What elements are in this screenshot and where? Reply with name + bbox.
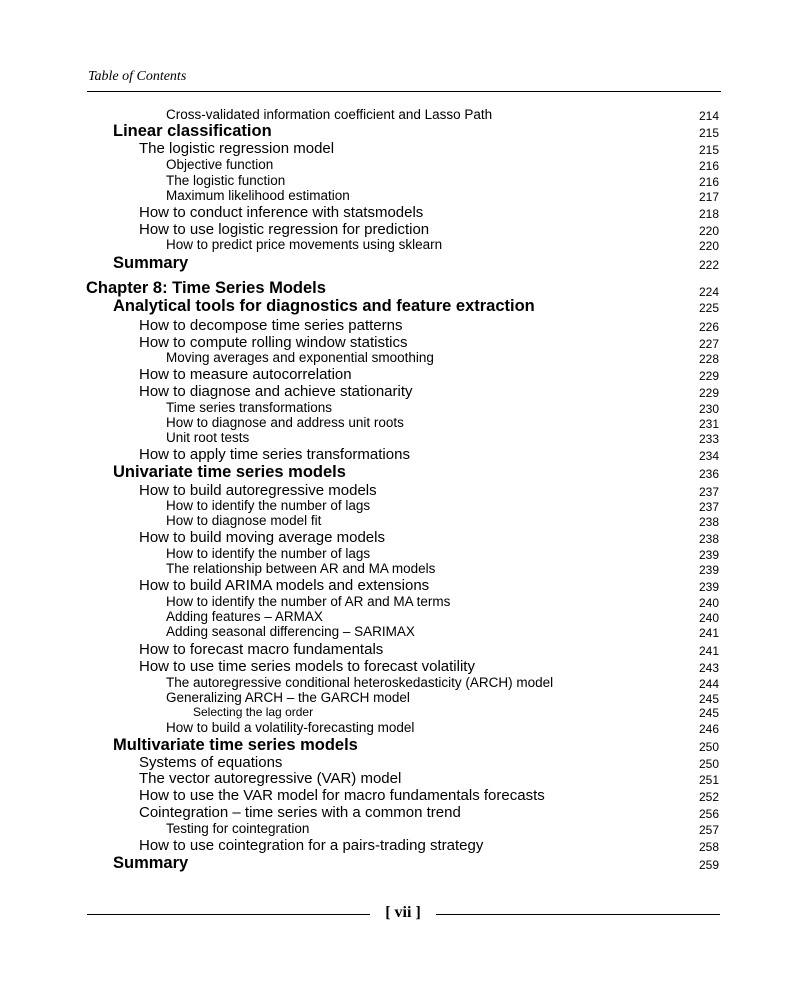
toc-entry-title: Moving averages and exponential smoothing xyxy=(166,350,434,365)
toc-entry-page: 240 xyxy=(698,611,719,625)
toc-entry-title: How to diagnose and achieve stationarity xyxy=(139,383,413,400)
toc-entry-page: 245 xyxy=(698,706,719,720)
toc-entry-title: How to decompose time series patterns xyxy=(139,317,403,334)
toc-entry-page: 229 xyxy=(698,386,719,400)
running-header: Table of Contents xyxy=(88,69,187,84)
toc-entry-title: How to diagnose model fit xyxy=(166,513,322,528)
toc-entry-title: How to diagnose and address unit roots xyxy=(166,415,404,430)
toc-entry-title: Cointegration – time series with a common trend xyxy=(139,804,461,821)
toc-entry-title: How to use logistic regression for prediction xyxy=(139,221,430,238)
toc-entry-page: 215 xyxy=(698,126,719,140)
toc-entry-title: The logistic function xyxy=(166,173,286,188)
toc-entry-page: 252 xyxy=(698,790,719,804)
footer-rule-right xyxy=(436,914,720,915)
toc-entry-page: 233 xyxy=(698,432,719,446)
toc-entry-title: Selecting the lag order xyxy=(193,705,314,719)
toc-entry-title: How to identify the number of lags xyxy=(166,546,371,561)
toc-entry-page: 236 xyxy=(698,467,719,481)
toc-entry-title: The vector autoregressive (VAR) model xyxy=(139,770,402,787)
toc-entry-page: 237 xyxy=(698,500,719,514)
toc-entry-page: 214 xyxy=(698,109,719,123)
toc-entry-page: 216 xyxy=(698,175,719,189)
toc-entry-page: 243 xyxy=(698,661,719,675)
toc-entry-page: 239 xyxy=(698,563,719,577)
toc-entry-title: Cross-validated information coefficient and Lasso Path xyxy=(166,107,493,122)
toc-entry-title: How to build a volatility-forecasting model xyxy=(166,720,415,735)
toc-entry-title: Maximum likelihood estimation xyxy=(166,188,350,203)
toc-entry-title: How to use the VAR model for macro fundamentals forecasts xyxy=(139,787,545,804)
toc-entry-page: 246 xyxy=(698,722,719,736)
toc-entry-title: Chapter 8: Time Series Models xyxy=(86,279,326,297)
toc-entry-title: Time series transformations xyxy=(166,400,333,415)
toc-entry-title: How to use cointegration for a pairs-trading strategy xyxy=(139,837,484,854)
toc-entry-page: 228 xyxy=(698,352,719,366)
toc-entry-title: How to use time series models to forecast volatility xyxy=(139,658,475,675)
toc-entry-page: 244 xyxy=(698,677,719,691)
toc-entry-page: 222 xyxy=(698,258,719,272)
toc-entry-page: 238 xyxy=(698,532,719,546)
toc-entry-title: Analytical tools for diagnostics and feature extraction xyxy=(113,297,535,315)
toc-entry-title: How to apply time series transformations xyxy=(139,446,410,463)
toc-entry-title: How to identify the number of AR and MA terms xyxy=(166,594,451,609)
toc-entry-page: 227 xyxy=(698,337,719,351)
toc-entry-page: 217 xyxy=(698,190,719,204)
toc-entry-page: 257 xyxy=(698,823,719,837)
toc-entry-title: Testing for cointegration xyxy=(166,821,310,836)
toc-entry-page: 231 xyxy=(698,417,719,431)
toc-entry-title: Adding features – ARMAX xyxy=(166,609,323,624)
toc-entry-page: 218 xyxy=(698,207,719,221)
toc-entry-title: Summary xyxy=(113,254,189,272)
toc-entry-title: Unit root tests xyxy=(166,430,250,445)
toc-entry-page: 216 xyxy=(698,159,719,173)
toc-entry-title: How to forecast macro fundamentals xyxy=(139,641,384,658)
toc-entry-title: How to build moving average models xyxy=(139,529,385,546)
toc-entry-page: 241 xyxy=(698,626,719,640)
toc-entry-title: Linear classification xyxy=(113,122,272,140)
toc-entry-page: 234 xyxy=(698,449,719,463)
toc-entry-page: 226 xyxy=(698,320,719,334)
toc-entry-title: How to build ARIMA models and extensions xyxy=(139,577,430,594)
toc-entry-title: How to build autoregressive models xyxy=(139,482,377,499)
toc-entry-title: The autoregressive conditional heteroskedasticity (ARCH) model xyxy=(166,675,554,690)
toc-entry-page: 250 xyxy=(698,740,719,754)
toc-entry-title: How to identify the number of lags xyxy=(166,498,371,513)
toc-entry-title: How to compute rolling window statistics xyxy=(139,334,408,351)
toc-entry-title: Univariate time series models xyxy=(113,463,346,481)
toc-entry-page: 239 xyxy=(698,580,719,594)
toc-entry-title: How to conduct inference with statsmodels xyxy=(139,204,424,221)
toc-entry-page: 215 xyxy=(698,143,719,157)
toc-entry-page: 220 xyxy=(698,239,719,253)
toc-entry-page: 238 xyxy=(698,515,719,529)
toc-entry-title: How to predict price movements using sklearn xyxy=(166,237,443,252)
toc-entry-page: 225 xyxy=(698,301,719,315)
toc-entry-page: 240 xyxy=(698,596,719,610)
toc-entry-title: Systems of equations xyxy=(139,754,283,771)
toc-entry-page: 245 xyxy=(698,692,719,706)
toc-entry-title: Multivariate time series models xyxy=(113,736,358,754)
toc-entry-title: The logistic regression model xyxy=(139,140,335,157)
toc-entry-page: 251 xyxy=(698,773,719,787)
toc-entry-page: 230 xyxy=(698,402,719,416)
toc-entry-title: Adding seasonal differencing – SARIMAX xyxy=(166,624,415,639)
toc-entry-page: 256 xyxy=(698,807,719,821)
toc-entry-page: 220 xyxy=(698,224,719,238)
toc-entry-page: 241 xyxy=(698,644,719,658)
toc-entry-title: The relationship between AR and MA models xyxy=(166,561,436,576)
toc-entry-title: How to measure autocorrelation xyxy=(139,366,352,383)
toc-entry-page: 250 xyxy=(698,757,719,771)
footer-rule-left xyxy=(87,914,370,915)
toc-entry-page: 229 xyxy=(698,369,719,383)
page-number: [ vii ] xyxy=(385,904,421,921)
toc-entry-page: 259 xyxy=(698,858,719,872)
toc-entry-title: Objective function xyxy=(166,157,274,172)
toc-entry-page: 224 xyxy=(698,285,719,299)
toc-entry-page: 237 xyxy=(698,485,719,499)
toc-entry-title: Generalizing ARCH – the GARCH model xyxy=(166,690,410,705)
toc-entry-page: 239 xyxy=(698,548,719,562)
toc-entry-page: 258 xyxy=(698,840,719,854)
toc-entry-title: Summary xyxy=(113,854,189,872)
header-rule xyxy=(87,91,721,92)
